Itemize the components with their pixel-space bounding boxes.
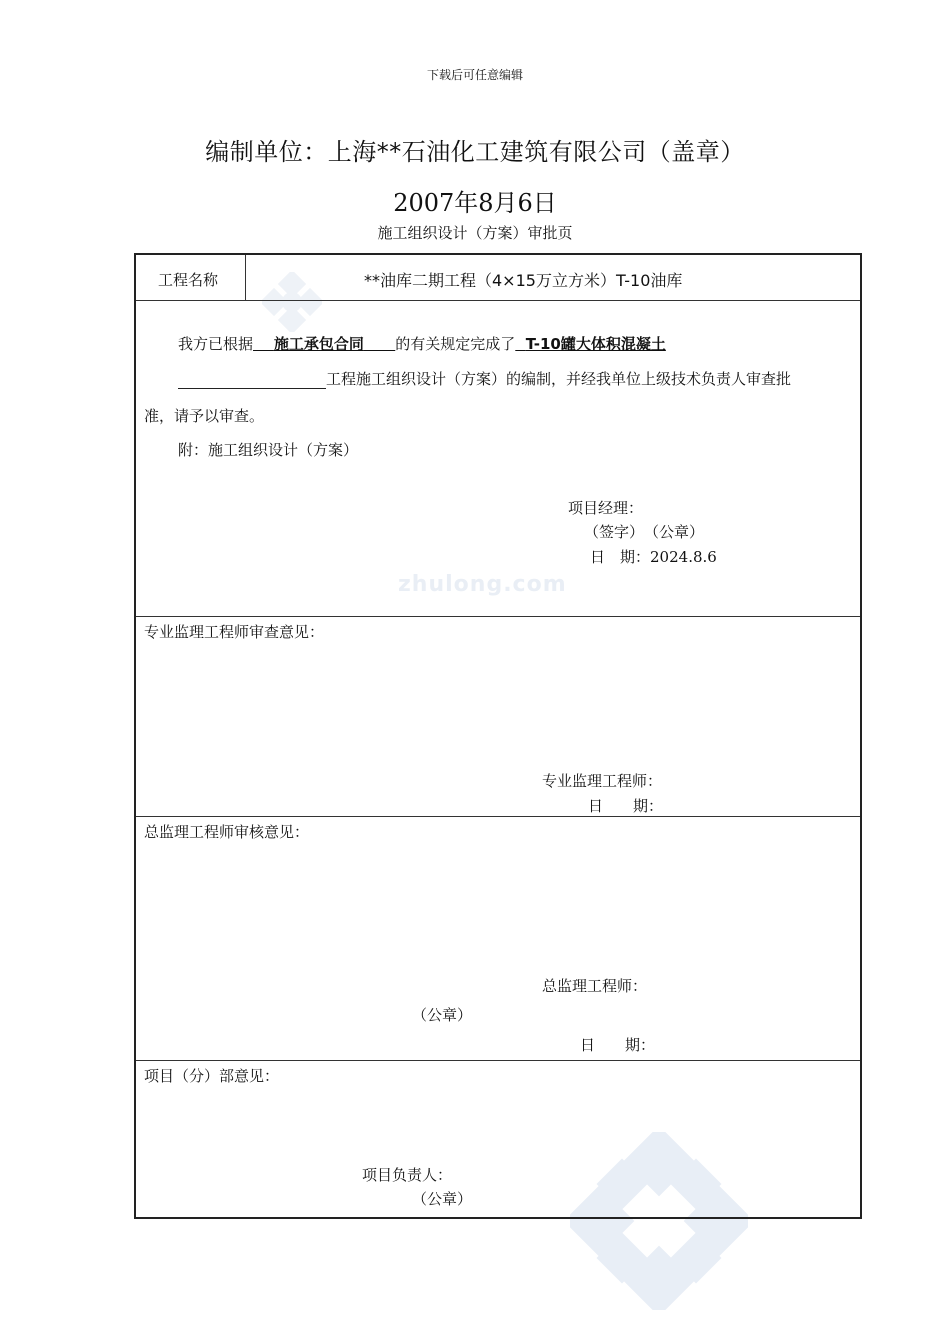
date-label: 日 期： bbox=[590, 548, 651, 566]
department-head-label: 项目负责人： bbox=[362, 1166, 453, 1184]
specialist-opinion-label: 专业监理工程师审查意见： bbox=[144, 623, 325, 641]
submission-prefix: 我方已根据 bbox=[178, 335, 254, 353]
specialist-date-label: 日 期： bbox=[588, 797, 664, 815]
company-line: 编制单位：上海**石油化工建筑有限公司（盖章） bbox=[205, 138, 745, 166]
form-title: 施工组织设计（方案）审批页 bbox=[377, 224, 573, 242]
submission-middle: 的有关规定完成了 bbox=[395, 335, 516, 353]
chief-opinion-label: 总监理工程师审核意见： bbox=[144, 823, 310, 841]
sign-stamp: （签字） （公章） bbox=[584, 523, 705, 541]
department-opinion-label: 项目（分）部意见： bbox=[144, 1067, 280, 1085]
approval-form bbox=[134, 253, 862, 1219]
divider bbox=[245, 255, 246, 301]
project-name-value: **油库二期工程（4×15万立方米）T-10油库 bbox=[364, 271, 683, 290]
contract-name: 施工承包合同 bbox=[273, 335, 364, 353]
date-value: 2024.8.6 bbox=[650, 548, 717, 566]
attachment-note: 附：施工组织设计（方案） bbox=[178, 441, 359, 459]
pm-label: 项目经理： bbox=[568, 499, 644, 517]
submission-line-2-text: 工程施工组织设计（方案）的编制，并经我单位上级技术负责人审查批 bbox=[326, 370, 792, 388]
divider bbox=[136, 616, 860, 617]
divider bbox=[136, 816, 860, 817]
chief-date-label: 日 期： bbox=[580, 1036, 656, 1054]
chief-stamp: （公章） bbox=[412, 1006, 473, 1024]
top-note: 下载后可任意编辑 bbox=[426, 68, 523, 82]
submission-line-3: 准，请予以审查。 bbox=[144, 407, 265, 425]
date-line: 2007年8月6日 bbox=[393, 189, 557, 217]
submission-date bbox=[590, 546, 717, 567]
divider bbox=[136, 1060, 860, 1061]
underline-blank bbox=[178, 372, 326, 389]
project-name-label: 工程名称 bbox=[158, 271, 219, 289]
specialist-engineer-label: 专业监理工程师： bbox=[542, 772, 663, 790]
chief-engineer-label: 总监理工程师： bbox=[542, 977, 648, 995]
department-stamp: （公章） bbox=[412, 1190, 473, 1208]
divider bbox=[136, 300, 860, 301]
watermark-text: zhulong.com bbox=[398, 572, 567, 597]
plan-subject: T-10罐大体积混凝土 bbox=[525, 335, 666, 353]
submission-line-2 bbox=[178, 368, 791, 389]
submission-line-1 bbox=[178, 333, 666, 354]
